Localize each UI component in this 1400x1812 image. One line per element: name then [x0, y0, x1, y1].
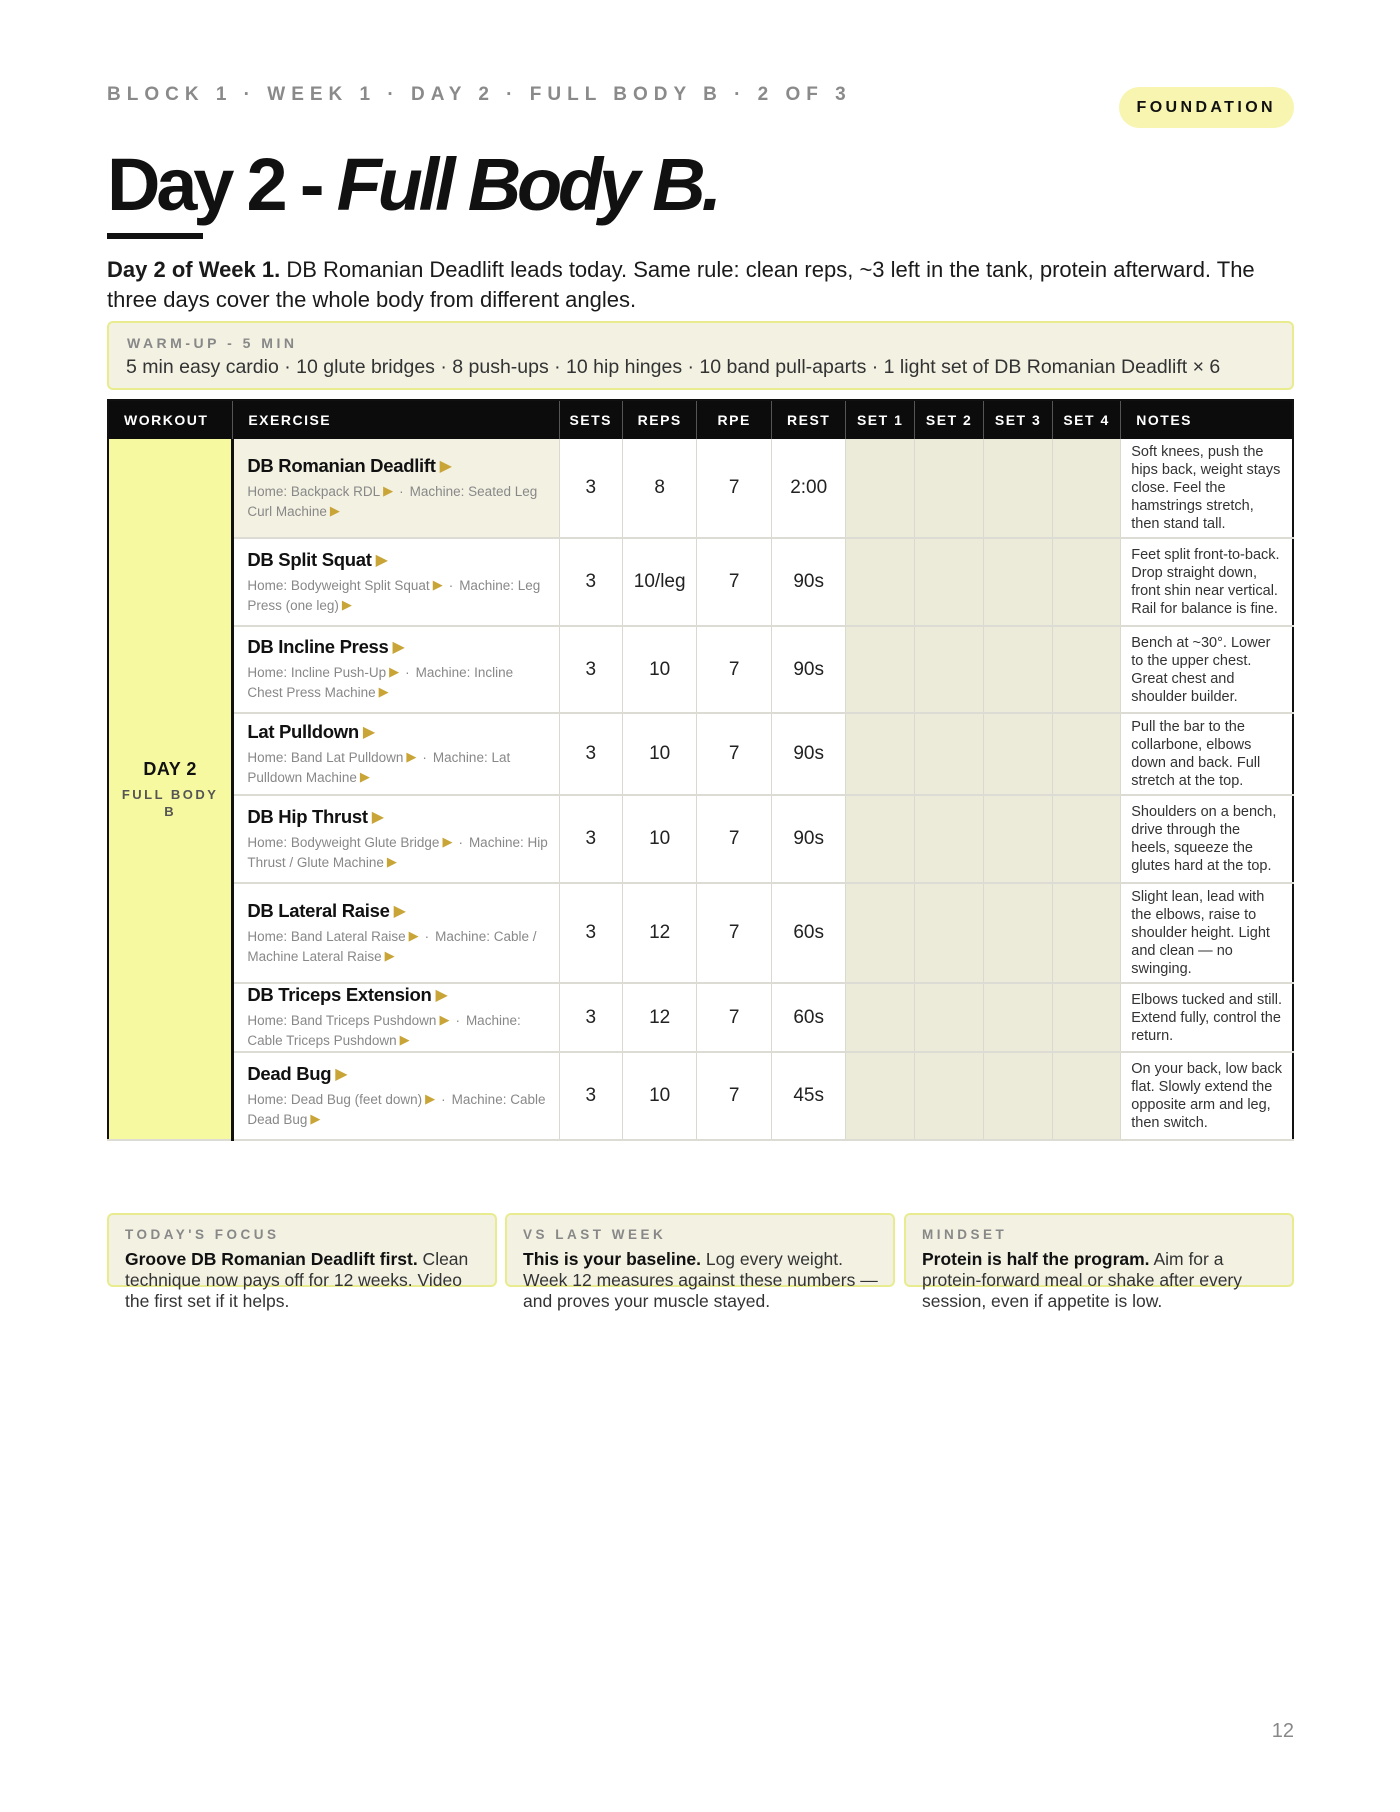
machine-alternative[interactable]: Machine: Seated Leg Curl Machine [247, 483, 538, 519]
machine-alternative[interactable]: Machine: Cable Dead Bug [247, 1091, 546, 1127]
card-body: Clean technique now pays off for 12 weeks. Video the first set if it helps. [125, 1249, 469, 1311]
notes-cell: Slight lean, lead with the elbows, raise to shoulder height. Light and clean — no swinging. [1121, 883, 1293, 983]
set-3-log-cell[interactable] [984, 983, 1052, 1052]
rest-cell: 90s [771, 626, 846, 713]
notes-cell: Soft knees, push the hips back, weight stays close. Feel the hamstrings stretch, then stand tall. [1121, 439, 1293, 538]
set-3-log-cell[interactable] [984, 538, 1052, 626]
card-label: TODAY'S FOCUS [125, 1227, 280, 1242]
notes-cell: Pull the bar to the collarbone, elbows down and back. Full stretch at the top. [1121, 713, 1293, 795]
warmup-text: 5 min easy cardio · 10 glute bridges · 8 push-ups · 10 hip hinges · 10 band pull-aparts · 1 light set of DB Romanian Deadlift × 6 [126, 356, 1221, 378]
play-video-icon[interactable]: ▶ [425, 1090, 436, 1106]
page-number: 12 [1271, 1720, 1294, 1742]
col-header-exercise: EXERCISE [233, 400, 559, 439]
play-video-icon[interactable]: ▶ [362, 723, 376, 741]
exercise-name[interactable]: Dead Bug [247, 1062, 332, 1084]
machine-alternative[interactable]: Machine: Incline Chest Press Machine [247, 665, 514, 700]
set-1-log-cell[interactable] [846, 983, 914, 1052]
workout-cell [108, 439, 233, 1140]
exercise-alternatives: Home: Dead Bug (feet down) ▶ · Machine: Cable Dead Bug ▶ [247, 1090, 546, 1127]
workout-day: DAY 2 [143, 758, 197, 779]
sets-cell: 3 [559, 883, 622, 983]
reps-cell: 10 [622, 795, 697, 883]
col-header-sets: SETS [559, 400, 622, 439]
rest-cell: 45s [771, 1052, 846, 1140]
rpe-cell: 7 [697, 626, 772, 713]
play-video-icon[interactable]: ▶ [393, 902, 406, 920]
sets-cell: 3 [559, 983, 622, 1052]
rpe-cell: 7 [697, 883, 772, 983]
set-4-log-cell[interactable] [1052, 795, 1120, 883]
exercise-cell [233, 538, 559, 626]
rest-cell: 90s [771, 713, 846, 795]
reps-cell: 12 [622, 883, 697, 983]
notes-cell: Shoulders on a bench, drive through the heels, squeeze the glutes hard at the top. [1121, 795, 1293, 883]
set-1-log-cell[interactable] [846, 795, 914, 883]
exercise-name[interactable]: DB Lateral Raise [247, 899, 390, 921]
exercise-name[interactable]: DB Hip Thrust [247, 805, 368, 827]
exercise-row [108, 626, 1293, 713]
exercise-alternatives: Home: Backpack RDL ▶ · Machine: Seated Leg Curl Machine ▶ [247, 482, 538, 519]
exercise-name[interactable]: DB Split Squat [247, 548, 372, 570]
rpe-cell: 7 [697, 713, 772, 795]
set-2-log-cell[interactable] [914, 713, 983, 795]
col-header-set-3: SET 3 [984, 400, 1052, 439]
card-todays-focus [107, 1213, 497, 1311]
col-header-rpe: RPE [697, 400, 772, 439]
exercise-row [108, 795, 1293, 883]
set-2-log-cell[interactable] [914, 983, 983, 1052]
set-3-log-cell[interactable] [984, 795, 1052, 883]
notes-cell: Feet split front-to-back. Drop straight down, front shin near vertical. Rail for balance is fine. [1121, 538, 1293, 626]
exercise-alternatives: Home: Band Triceps Pushdown ▶ · Machine: Cable Triceps Pushdown ▶ [247, 1012, 521, 1048]
exercise-row [108, 1052, 1293, 1140]
exercise-cell [233, 983, 559, 1052]
play-video-icon[interactable]: ▶ [399, 1032, 410, 1047]
home-alternative[interactable]: Home: Bodyweight Glute Bridge [247, 834, 440, 850]
exercise-cell [233, 1052, 559, 1140]
page-title [107, 143, 718, 226]
rpe-cell: 7 [697, 538, 772, 626]
exercise-name[interactable]: DB Romanian Deadlift [247, 454, 436, 476]
exercise-alternatives: Home: Band Lat Pulldown ▶ · Machine: Lat Pulldown Machine ▶ [247, 748, 511, 785]
set-4-log-cell[interactable] [1052, 1052, 1120, 1140]
set-1-log-cell[interactable] [846, 538, 914, 626]
notes-cell: Bench at ~30°. Lower to the upper chest. Great chest and shoulder builder. [1121, 626, 1293, 713]
sets-cell: 3 [559, 795, 622, 883]
card-vs-last-week [505, 1213, 895, 1311]
reps-cell: 10/leg [622, 538, 697, 626]
card-label: VS LAST WEEK [523, 1227, 667, 1242]
play-video-icon[interactable]: ▶ [432, 576, 443, 592]
col-header-set-1: SET 1 [846, 400, 914, 439]
set-2-log-cell[interactable] [914, 538, 983, 626]
sets-cell: 3 [559, 713, 622, 795]
sets-cell: 3 [559, 1052, 622, 1140]
exercise-row [108, 983, 1293, 1052]
set-1-log-cell[interactable] [846, 713, 914, 795]
play-video-icon[interactable]: ▶ [386, 853, 397, 869]
reps-cell: 12 [622, 983, 697, 1052]
exercise-name[interactable]: Lat Pulldown [247, 720, 359, 742]
warmup-label: WARM-UP - 5 MIN [127, 335, 298, 351]
set-2-log-cell[interactable] [914, 1052, 983, 1140]
set-3-log-cell[interactable] [984, 713, 1052, 795]
card-lead: This is your baseline. [523, 1249, 701, 1269]
home-alternative[interactable]: Home: Incline Push-Up [247, 665, 387, 680]
workout-label: FULL BODY B [121, 786, 219, 819]
set-2-log-cell[interactable] [914, 883, 983, 983]
breadcrumb: BLOCK 1 · WEEK 1 · DAY 2 · FULL BODY B · 2 OF 3 [107, 84, 852, 105]
rpe-cell: 7 [697, 795, 772, 883]
rpe-cell: 7 [697, 439, 772, 538]
set-1-log-cell[interactable] [846, 1052, 914, 1140]
rpe-cell: 7 [697, 1052, 772, 1140]
notes-cell: Elbows tucked and still. Extend fully, control the return. [1121, 983, 1293, 1052]
exercise-row [108, 713, 1293, 795]
home-alternative[interactable]: Home: Band Triceps Pushdown [247, 1013, 437, 1028]
col-header-set-2: SET 2 [914, 400, 983, 439]
exercise-alternatives: Home: Bodyweight Split Squat ▶ · Machine: Leg Press (one leg) ▶ [247, 576, 541, 613]
col-header-workout: WORKOUT [108, 400, 233, 439]
set-3-log-cell[interactable] [984, 626, 1052, 713]
home-alternative[interactable]: Home: Dead Bug (feet down) [247, 1091, 423, 1107]
home-alternative[interactable]: Home: Band Lat Pulldown [247, 749, 404, 765]
intro-paragraph [107, 255, 1294, 315]
set-3-log-cell[interactable] [984, 1052, 1052, 1140]
play-video-icon[interactable]: ▶ [389, 664, 400, 679]
reps-cell: 10 [622, 626, 697, 713]
play-video-icon[interactable]: ▶ [435, 987, 448, 1004]
title-underline [107, 233, 203, 239]
card-body: Log every weight. Week 12 measures against these numbers — and proves your muscle stayed. [523, 1249, 878, 1311]
workout-table [107, 399, 1294, 1141]
rest-cell: 90s [771, 795, 846, 883]
play-video-icon[interactable]: ▶ [341, 596, 352, 612]
exercise-alternatives: Home: Incline Push-Up ▶ · Machine: Incline Chest Press Machine ▶ [247, 664, 514, 700]
play-video-icon[interactable]: ▶ [310, 1110, 321, 1126]
sets-cell: 3 [559, 626, 622, 713]
set-3-log-cell[interactable] [984, 439, 1052, 538]
set-2-log-cell[interactable] [914, 439, 983, 538]
set-2-log-cell[interactable] [914, 795, 983, 883]
play-video-icon[interactable]: ▶ [439, 1012, 450, 1027]
play-video-icon[interactable]: ▶ [392, 639, 405, 656]
exercise-cell [233, 883, 559, 983]
card-text [523, 1249, 879, 1312]
set-1-log-cell[interactable] [846, 439, 914, 538]
set-3-log-cell[interactable] [984, 883, 1052, 983]
exercise-alternatives: Home: Bodyweight Glute Bridge ▶ · Machine: Hip Thrust / Glute Machine ▶ [247, 833, 548, 870]
col-header-reps: REPS [622, 400, 697, 439]
exercise-row [108, 439, 1293, 538]
intro-lead: Day 2 of Week 1. [107, 257, 281, 282]
machine-alternative[interactable]: Machine: Cable / Machine Lateral Raise [247, 928, 537, 964]
rest-cell: 90s [771, 538, 846, 626]
col-header-rest: REST [771, 400, 846, 439]
card-mindset [904, 1213, 1294, 1311]
play-video-icon[interactable]: ▶ [442, 833, 453, 849]
exercise-cell [233, 626, 559, 713]
play-video-icon[interactable]: ▶ [439, 457, 452, 475]
set-1-log-cell[interactable] [846, 883, 914, 983]
sets-cell: 3 [559, 439, 622, 538]
phase-badge: FOUNDATION [1119, 87, 1294, 128]
machine-alternative[interactable]: Machine: Leg Press (one leg) [247, 577, 541, 613]
set-4-log-cell[interactable] [1052, 538, 1120, 626]
set-1-log-cell[interactable] [846, 626, 914, 713]
reps-cell: 10 [622, 1052, 697, 1140]
exercise-cell [233, 439, 559, 538]
rest-cell: 60s [771, 983, 846, 1052]
play-video-icon[interactable]: ▶ [375, 551, 388, 569]
sets-cell: 3 [559, 538, 622, 626]
card-lead: Protein is half the program. [922, 1249, 1150, 1269]
card-text [922, 1249, 1278, 1312]
play-video-icon[interactable]: ▶ [384, 947, 395, 963]
card-label: MINDSET [922, 1227, 1008, 1242]
warmup-box [107, 321, 1294, 390]
set-4-log-cell[interactable] [1052, 883, 1120, 983]
play-video-icon[interactable]: ▶ [406, 748, 417, 764]
set-4-log-cell[interactable] [1052, 713, 1120, 795]
col-header-notes: NOTES [1121, 400, 1293, 439]
reps-cell: 10 [622, 713, 697, 795]
col-header-set-4: SET 4 [1052, 400, 1120, 439]
table-header [108, 400, 1293, 439]
intro-text: DB Romanian Deadlift leads today. Same rule: clean reps, ~3 left in the tank, protein afterward. The three days cover the whole body from different angles. [107, 257, 1255, 312]
exercise-row [108, 538, 1293, 626]
card-lead: Groove DB Romanian Deadlift first. [125, 1249, 418, 1269]
exercise-cell [233, 795, 559, 883]
machine-alternative[interactable]: Machine: Hip Thrust / Glute Machine [247, 834, 548, 870]
home-alternative[interactable]: Home: Bodyweight Split Squat [247, 577, 430, 593]
set-4-log-cell[interactable] [1052, 626, 1120, 713]
exercise-alternatives: Home: Band Lateral Raise ▶ · Machine: Cable / Machine Lateral Raise ▶ [247, 927, 537, 964]
play-video-icon[interactable]: ▶ [371, 808, 385, 826]
play-video-icon[interactable]: ▶ [383, 482, 394, 498]
home-alternative[interactable]: Home: Band Lateral Raise [247, 928, 406, 944]
play-video-icon[interactable]: ▶ [329, 502, 340, 518]
reps-cell: 8 [622, 439, 697, 538]
rpe-cell: 7 [697, 983, 772, 1052]
notes-cell: On your back, low back flat. Slowly extend the opposite arm and leg, then switch. [1121, 1052, 1293, 1140]
card-text [125, 1249, 481, 1312]
set-4-log-cell[interactable] [1052, 983, 1120, 1052]
exercise-name[interactable]: DB Triceps Extension [247, 984, 432, 1005]
play-video-icon[interactable]: ▶ [408, 927, 419, 943]
machine-alternative[interactable]: Machine: Cable Triceps Pushdown [247, 1013, 521, 1048]
set-2-log-cell[interactable] [914, 626, 983, 713]
card-body: Aim for a protein-forward meal or shake after every session, even if appetite is low. [922, 1249, 1242, 1311]
play-video-icon[interactable]: ▶ [359, 768, 370, 784]
set-4-log-cell[interactable] [1052, 439, 1120, 538]
play-video-icon[interactable]: ▶ [378, 684, 389, 699]
home-alternative[interactable]: Home: Backpack RDL [247, 483, 381, 499]
title-italic: Full Body B. [336, 143, 718, 226]
rest-cell: 2:00 [771, 439, 846, 538]
tips-cards [107, 1213, 1294, 1311]
exercise-cell [233, 713, 559, 795]
play-video-icon[interactable]: ▶ [335, 1065, 348, 1083]
rest-cell: 60s [771, 883, 846, 983]
exercise-row [108, 883, 1293, 983]
exercise-name[interactable]: DB Incline Press [247, 636, 389, 657]
machine-alternative[interactable]: Machine: Lat Pulldown Machine [247, 749, 511, 785]
title-prefix: Day 2 - [107, 143, 337, 226]
